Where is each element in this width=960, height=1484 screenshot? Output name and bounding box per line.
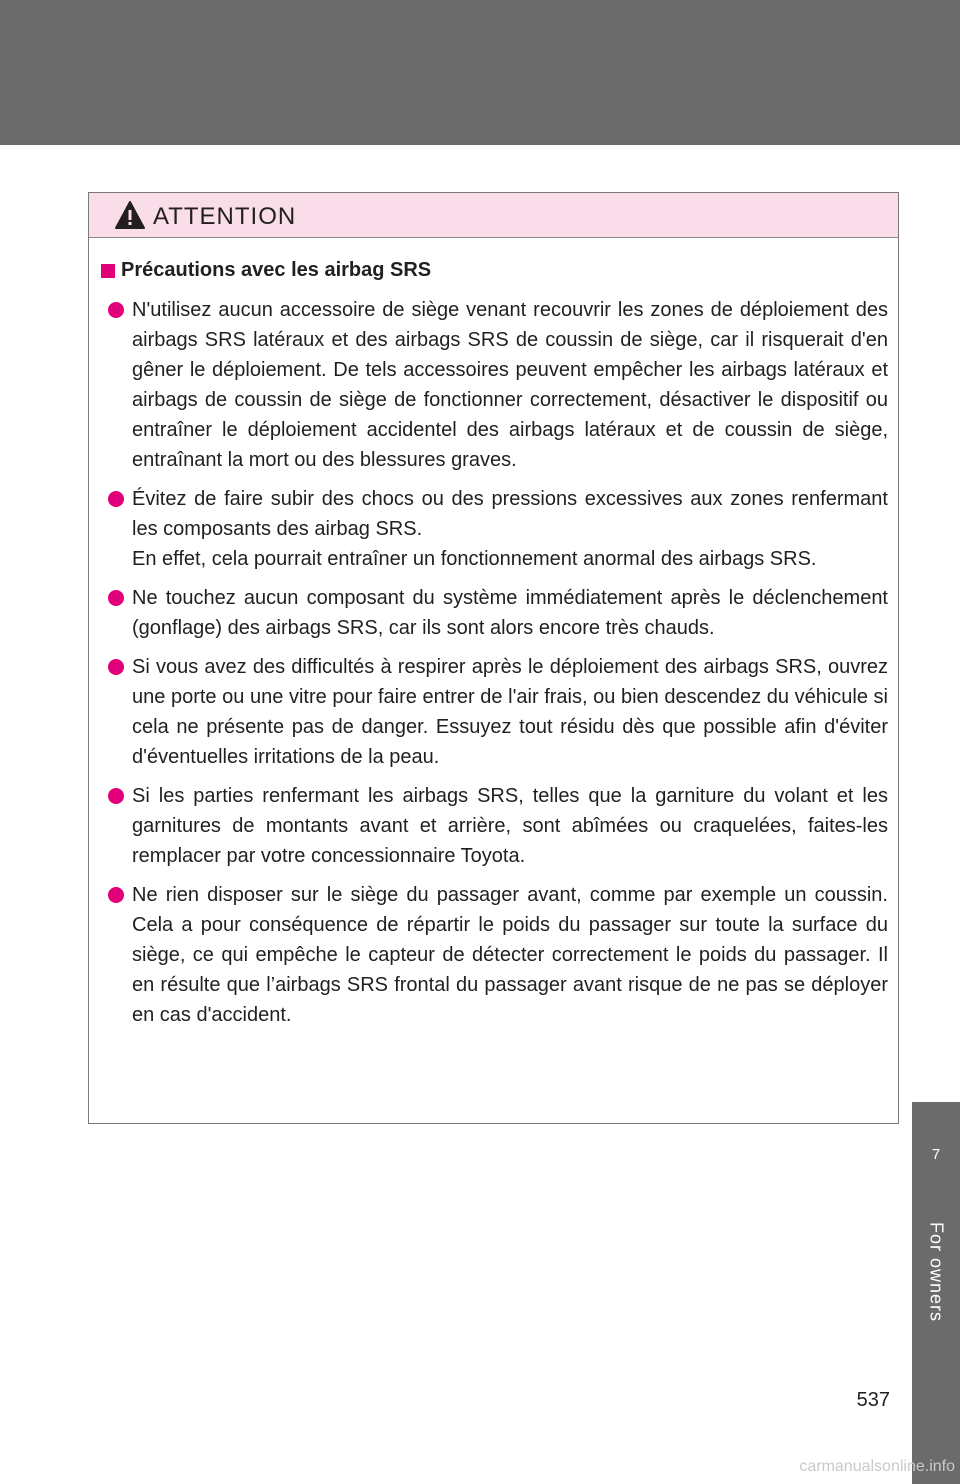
caution-box <box>88 192 899 1124</box>
chapter-label: For owners <box>926 1221 947 1323</box>
bullet-text: N'utilisez aucun accessoire de siège venant recouvrir les zones de déploiement des airbags SRS latéraux et des airbags SRS de coussin de siège, car il risquerait d'en gêner le déploiement. De tels accessoires peuvent empêcher les airbags latéraux et airbags de coussin de siège de fonctionner correctement, désactiver le dispositif ou entraîner le déploiement accidentel des airbags latéraux et de coussin de siège, entraînant la mort ou des blessures graves. <box>132 299 888 471</box>
watermark: carmanualsonline.info <box>799 1458 955 1475</box>
bullet-item <box>89 295 900 475</box>
circle-bullet-icon <box>108 788 124 804</box>
circle-bullet-icon <box>108 590 124 606</box>
square-bullet-icon <box>101 264 115 278</box>
bullet-item <box>89 583 900 643</box>
caution-header <box>89 193 898 238</box>
bullet-text: Évitez de faire subir des chocs ou des pressions excessives aux zones renfermant les composants des airbag SRS. <box>132 488 888 540</box>
bullet-item <box>89 484 900 574</box>
page-number: 537 <box>856 1389 890 1411</box>
chapter-number: 7 <box>931 1146 941 1163</box>
bullet-text: Si les parties renfermant les airbags SRS, telles que la garniture du volant et les garnitures de montants avant et arrière, sont abîmées ou craquelées, faites-les remplacer par votre concessionnaire Toyota. <box>132 785 888 867</box>
caution-title: ATTENTION <box>153 203 297 230</box>
circle-bullet-icon <box>108 659 124 675</box>
bullet-text: Ne rien disposer sur le siège du passager avant, comme par exemple un coussin. Cela a pour conséquence de répartir le poids du passager sur toute la surface du siège, ce qui empêche le capteur de détecter correctement le poids du passager. Il en résulte que l’airbags SRS frontal du passager avant risque de ne pas se déployer en cas d'accident. <box>132 884 888 1026</box>
circle-bullet-icon <box>108 887 124 903</box>
section-heading <box>101 259 431 282</box>
circle-bullet-icon <box>108 491 124 507</box>
bullet-item <box>89 781 900 871</box>
top-header-band <box>0 0 960 145</box>
warning-triangle-icon <box>114 200 146 230</box>
bullet-item <box>89 652 900 772</box>
section-heading-text: Précautions avec les airbag SRS <box>121 259 432 281</box>
bullet-text: Si vous avez des difficultés à respirer après le déploiement des airbags SRS, ouvrez une porte ou une vitre pour faire entrer de l'air frais, ou bien descendez du véhicule si cela ne présente pas de danger. Essuyez tout résidu dès que possible afin d'éviter d'éventuelles irritations de la peau. <box>132 656 888 768</box>
bullet-item <box>89 880 900 1030</box>
bullet-list <box>89 295 900 1039</box>
bullet-text: Ne touchez aucun composant du système immédiatement après le déclenchement (gonflage) des airbags SRS, car ils sont alors encore très chauds. <box>132 587 888 639</box>
bullet-text-continued: En effet, cela pourrait entraîner un fonctionnement anormal des airbags SRS. <box>132 548 817 570</box>
circle-bullet-icon <box>108 302 124 318</box>
